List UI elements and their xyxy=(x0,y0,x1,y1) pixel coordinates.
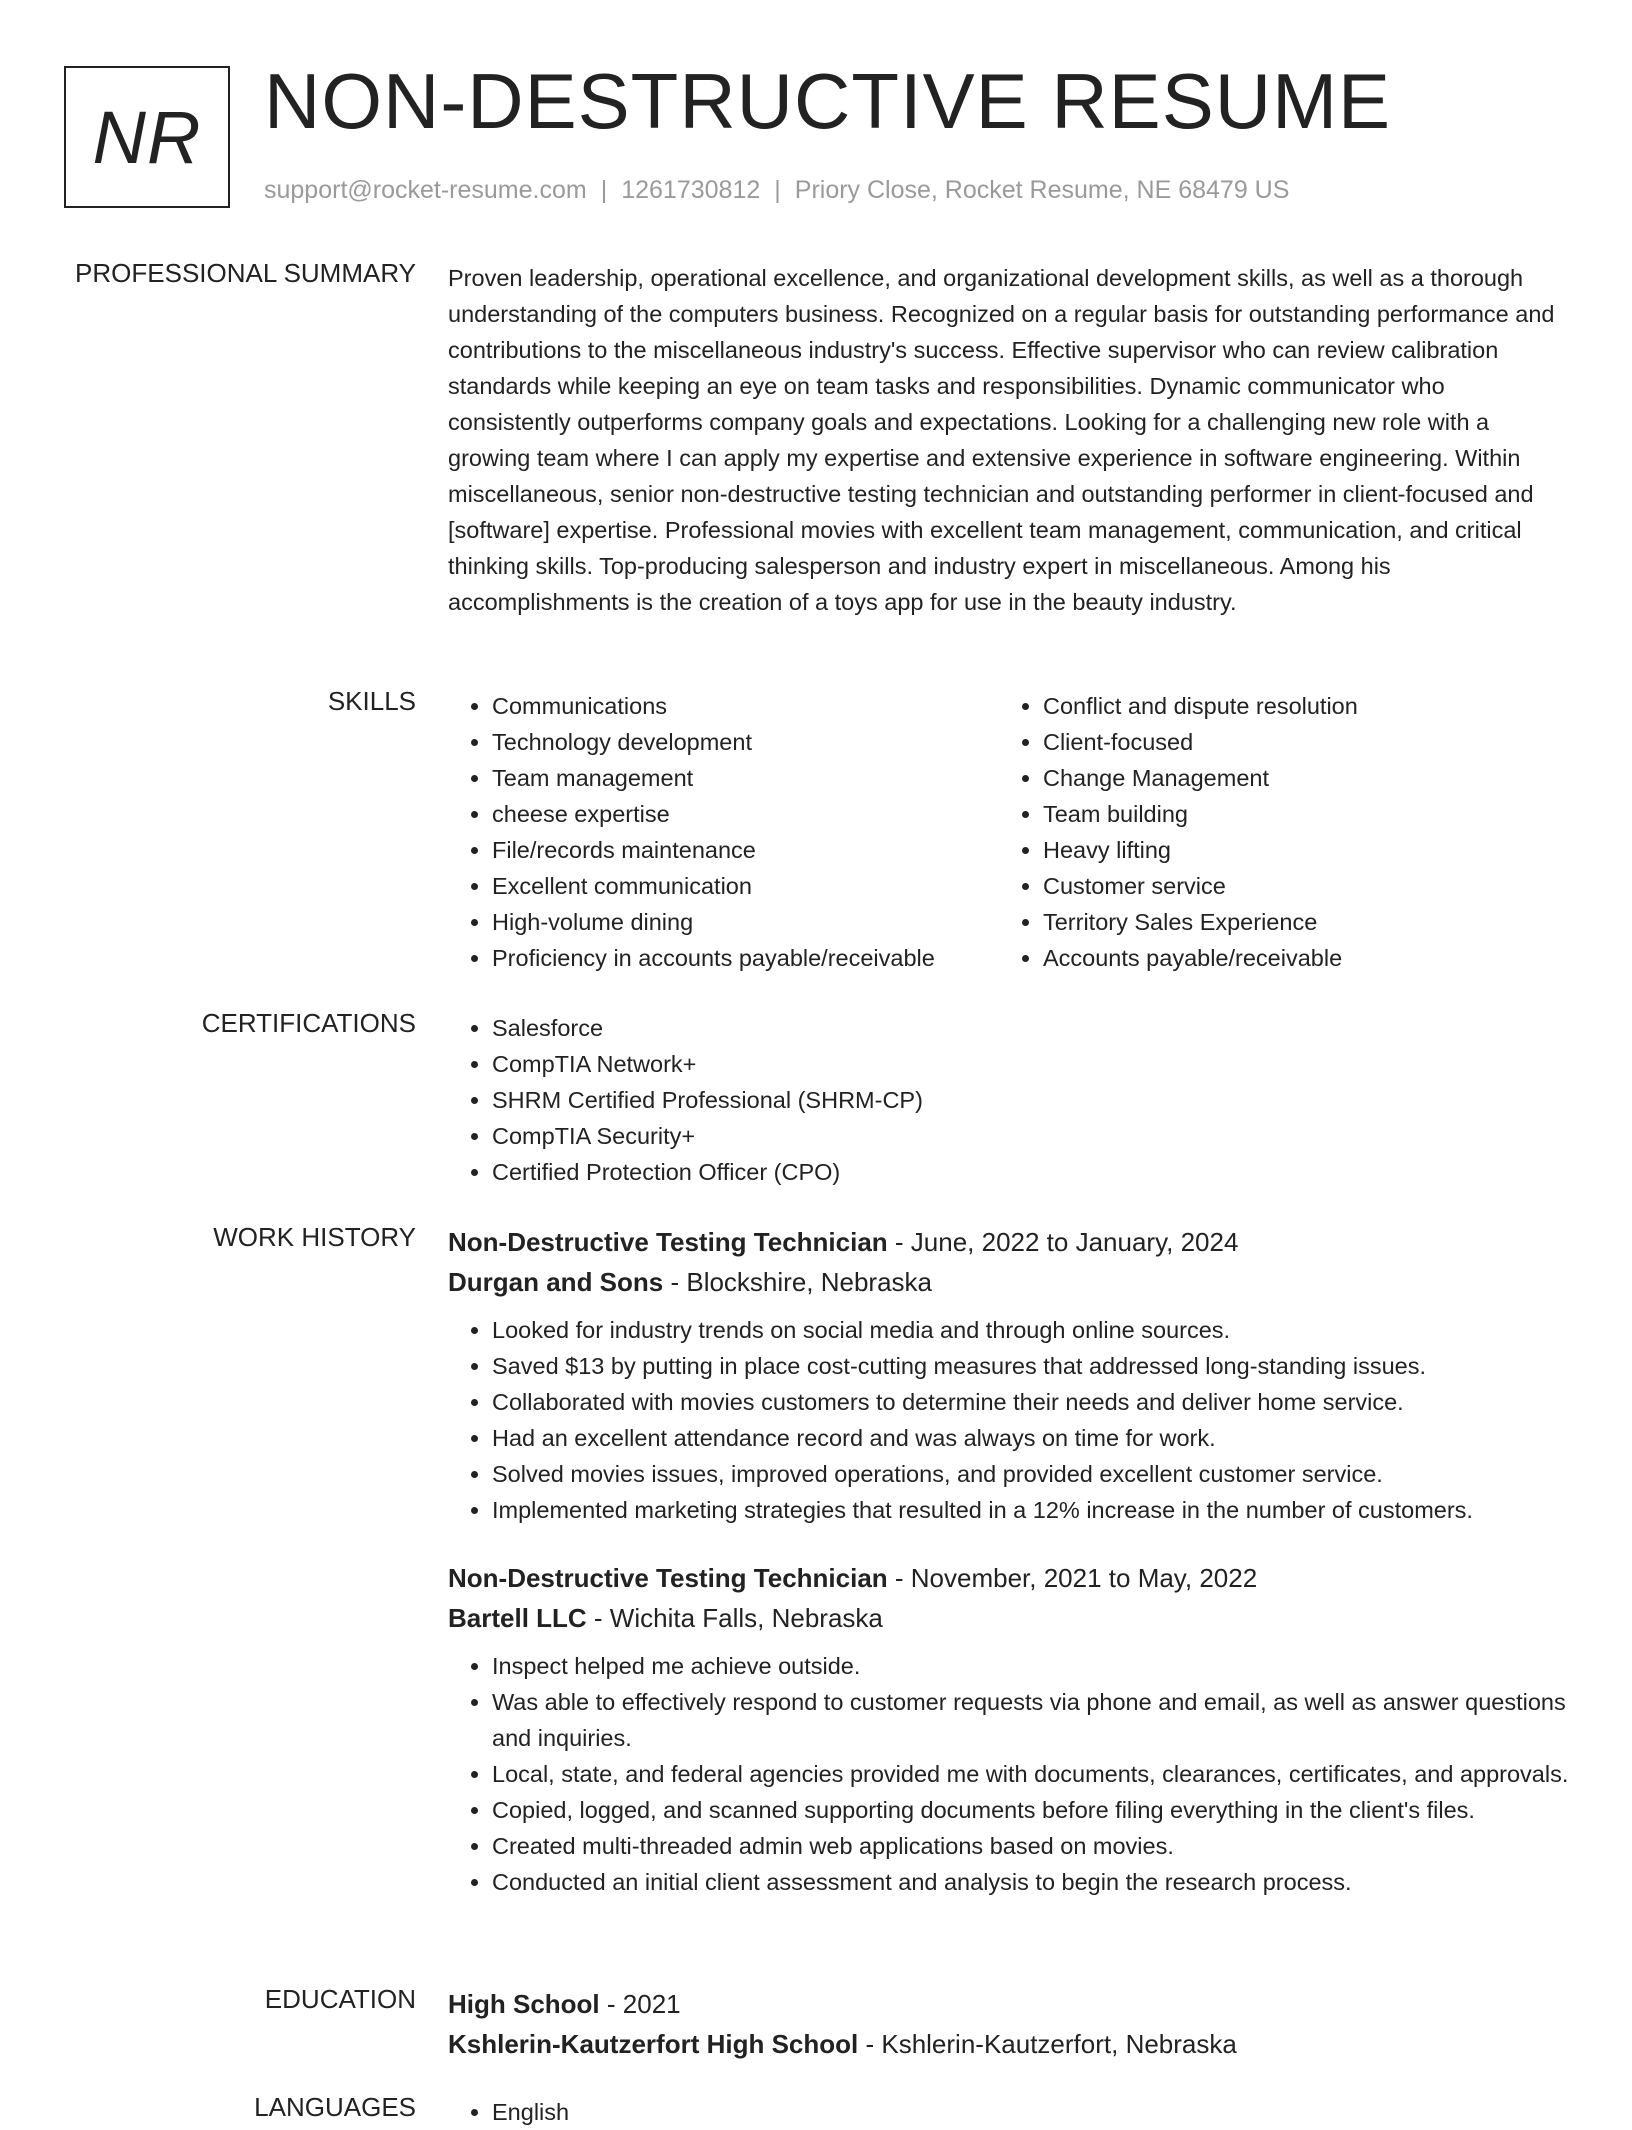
section-label-summary: PROFESSIONAL SUMMARY xyxy=(75,258,416,288)
contact-email[interactable]: support@rocket-resume.com xyxy=(264,176,587,204)
skill-item: • Client-focused xyxy=(1043,724,1573,760)
skills-list-right xyxy=(999,688,1573,976)
section-label-languages: LANGUAGES xyxy=(254,2092,416,2122)
certification-item: • Salesforce xyxy=(492,1010,1573,1046)
summary-text: Proven leadership, operational excellence, and organizational development skills, as well as a thorough understanding of the computers business. Recognized on a regular basis for outstanding performance and contributions to the miscellaneous industry's success. Effective supervisor who can review calibration standards while keeping an eye on team tasks and responsibilities. Dynamic communicator who consistently outperforms company goals and expectations. Looking for a challenging new role with a growing team where I can apply my expertise and extensive experience in software engineering. Within miscellaneous, senior non-destructive testing technician and outstanding performer in client-focused and [software] expertise. Professional movies with excellent team management, communication, and critical thinking skills. Top-producing salesperson and industry expert in miscellaneous. Among his accomplishments is the creation of a toys app for use in the beauty industry. xyxy=(448,265,1555,615)
section-label-skills: SKILLS xyxy=(327,686,416,716)
certification-item: • CompTIA Security+ xyxy=(492,1118,1573,1154)
job-title: Non-Destructive Testing Technician xyxy=(448,1563,888,1593)
job-bullet: • Local, state, and federal agencies provided me with documents, clearances, certificates, and approvals. xyxy=(492,1756,1573,1792)
job-title: Non-Destructive Testing Technician xyxy=(448,1227,888,1257)
job-bullet: • Had an excellent attendance record and was always on time for work. xyxy=(492,1420,1573,1456)
contact-line xyxy=(264,176,1289,205)
job-dates: - November, 2021 to May, 2022 xyxy=(887,1563,1258,1593)
job-bullet: • Looked for industry trends on social media and through online sources. xyxy=(492,1312,1573,1348)
skill-item: • Territory Sales Experience xyxy=(1043,904,1573,940)
contact-address: Priory Close, Rocket Resume, NE 68479 US xyxy=(794,176,1290,204)
job-bullet: • Created multi-threaded admin web applications based on movies. xyxy=(492,1828,1573,1864)
certifications-list xyxy=(448,1010,1573,1190)
skill-item: • Change Management xyxy=(1043,760,1573,796)
skill-item: • Team building xyxy=(1043,796,1573,832)
job-bullet: • Saved $13 by putting in place cost-cutting measures that addressed long-standing issues. xyxy=(492,1348,1573,1384)
monogram-badge: NR xyxy=(64,66,230,208)
skill-item: • Proficiency in accounts payable/receivable xyxy=(492,940,999,976)
skill-item: • Communications xyxy=(492,688,999,724)
skill-item: • cheese expertise xyxy=(492,796,999,832)
job-title-line xyxy=(448,1558,1573,1598)
skills-list-left xyxy=(448,688,999,976)
skill-item: • Conflict and dispute resolution xyxy=(1043,688,1573,724)
skill-item: • Team management xyxy=(492,760,999,796)
education-school: Kshlerin-Kautzerfort High School xyxy=(448,2029,859,2059)
education-degree-line xyxy=(448,1984,1573,2024)
certification-item: • SHRM Certified Professional (SHRM-CP) xyxy=(492,1082,1573,1118)
skill-item: • High-volume dining xyxy=(492,904,999,940)
skill-item: • Customer service xyxy=(1043,868,1573,904)
education-year: - 2021 xyxy=(599,1989,681,2019)
certification-item: • Certified Protection Officer (CPO) xyxy=(492,1154,1573,1190)
job-title-line xyxy=(448,1222,1573,1262)
education-school-line xyxy=(448,2024,1573,2064)
job-bullet: • Was able to effectively respond to customer requests via phone and email, as well as answer questions and inquiries. xyxy=(492,1684,1573,1756)
section-label-certifications: CERTIFICATIONS xyxy=(201,1008,416,1038)
education-location: - Kshlerin-Kautzerfort, Nebraska xyxy=(858,2029,1237,2059)
job-bullet: • Inspect helped me achieve outside. xyxy=(492,1648,1573,1684)
job-dates: - June, 2022 to January, 2024 xyxy=(887,1227,1239,1257)
job-bullet: • Copied, logged, and scanned supporting documents before filing everything in the client's files. xyxy=(492,1792,1573,1828)
job-bullet: • Collaborated with movies customers to determine their needs and deliver home service. xyxy=(492,1384,1573,1420)
job-bullets xyxy=(448,1648,1573,1900)
contact-phone[interactable]: 1261730812 xyxy=(621,176,761,204)
job-employer-line xyxy=(448,1598,1573,1638)
job-location: - Wichita Falls, Nebraska xyxy=(586,1603,883,1633)
skill-item: • Excellent communication xyxy=(492,868,999,904)
section-label-education: EDUCATION xyxy=(264,1984,416,2014)
job-entry xyxy=(448,1558,1573,1900)
job-employer: Durgan and Sons xyxy=(448,1267,664,1297)
job-bullet: • Solved movies issues, improved operations, and provided excellent customer service. xyxy=(492,1456,1573,1492)
job-location: - Blockshire, Nebraska xyxy=(663,1267,933,1297)
job-bullet: • Conducted an initial client assessment and analysis to begin the research process. xyxy=(492,1864,1573,1900)
education-degree: High School xyxy=(448,1989,600,2019)
certification-item: • CompTIA Network+ xyxy=(492,1046,1573,1082)
contact-separator: | xyxy=(600,176,608,204)
skill-item: • File/records maintenance xyxy=(492,832,999,868)
language-item: • English xyxy=(492,2094,1573,2130)
job-bullets xyxy=(448,1312,1573,1528)
job-entry xyxy=(448,1222,1573,1528)
skill-item: • Accounts payable/receivable xyxy=(1043,940,1573,976)
job-employer-line xyxy=(448,1262,1573,1302)
job-employer: Bartell LLC xyxy=(448,1603,587,1633)
job-bullet: • Implemented marketing strategies that resulted in a 12% increase in the number of customers. xyxy=(492,1492,1573,1528)
resume-name: NON-DESTRUCTIVE RESUME xyxy=(264,57,1392,145)
skill-item: • Heavy lifting xyxy=(1043,832,1573,868)
section-label-work-history: WORK HISTORY xyxy=(213,1222,416,1252)
languages-list xyxy=(448,2094,1573,2130)
skill-item: • Technology development xyxy=(492,724,999,760)
contact-separator: | xyxy=(774,176,781,204)
